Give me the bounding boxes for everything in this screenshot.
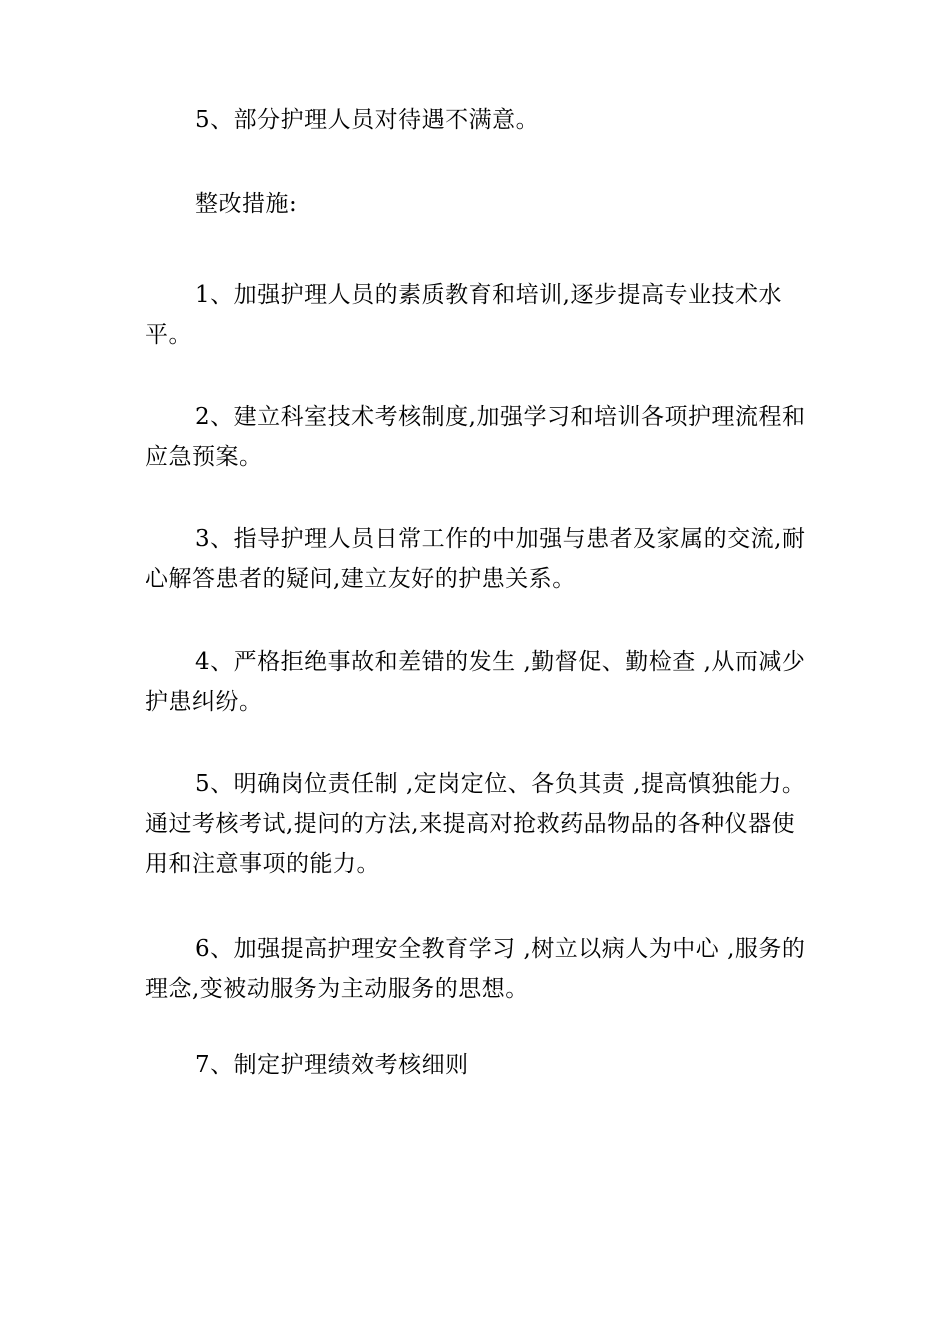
- paragraph-measure-6: 6、加强提高护理安全教育学习 ,树立以病人为中心 ,服务的理念,变被动服务为主动服务的思想。: [145, 936, 806, 1002]
- paragraph-measure-3: 3、指导护理人员日常工作的中加强与患者及家属的交流,耐心解答患者的疑问,建立友好的护患关系。: [145, 526, 806, 592]
- paragraph-measure-4: 4、严格拒绝事故和差错的发生 ,勤督促、勤检查 ,从而减少护患纠纷。: [145, 649, 806, 715]
- paragraph-measure-2: 2、建立科室技术考核制度,加强学习和培训各项护理流程和应急预案。: [145, 404, 806, 470]
- paragraph-measure-5: 5、明确岗位责任制 ,定岗定位、各负其责 ,提高慎独能力。通过考核考试,提问的方法,来提高对抢救药品物品的各种仪器使用和注意事项的能力。: [145, 771, 806, 877]
- paragraph-complaint-5: 5、部分护理人员对待遇不满意。: [195, 107, 540, 133]
- paragraph-heading-measures: 整改措施:: [195, 191, 298, 217]
- paragraph-measure-1: 1、加强护理人员的素质教育和培训,逐步提高专业技术水平。: [145, 282, 782, 348]
- paragraph-measure-7: 7、制定护理绩效考核细则: [195, 1052, 469, 1078]
